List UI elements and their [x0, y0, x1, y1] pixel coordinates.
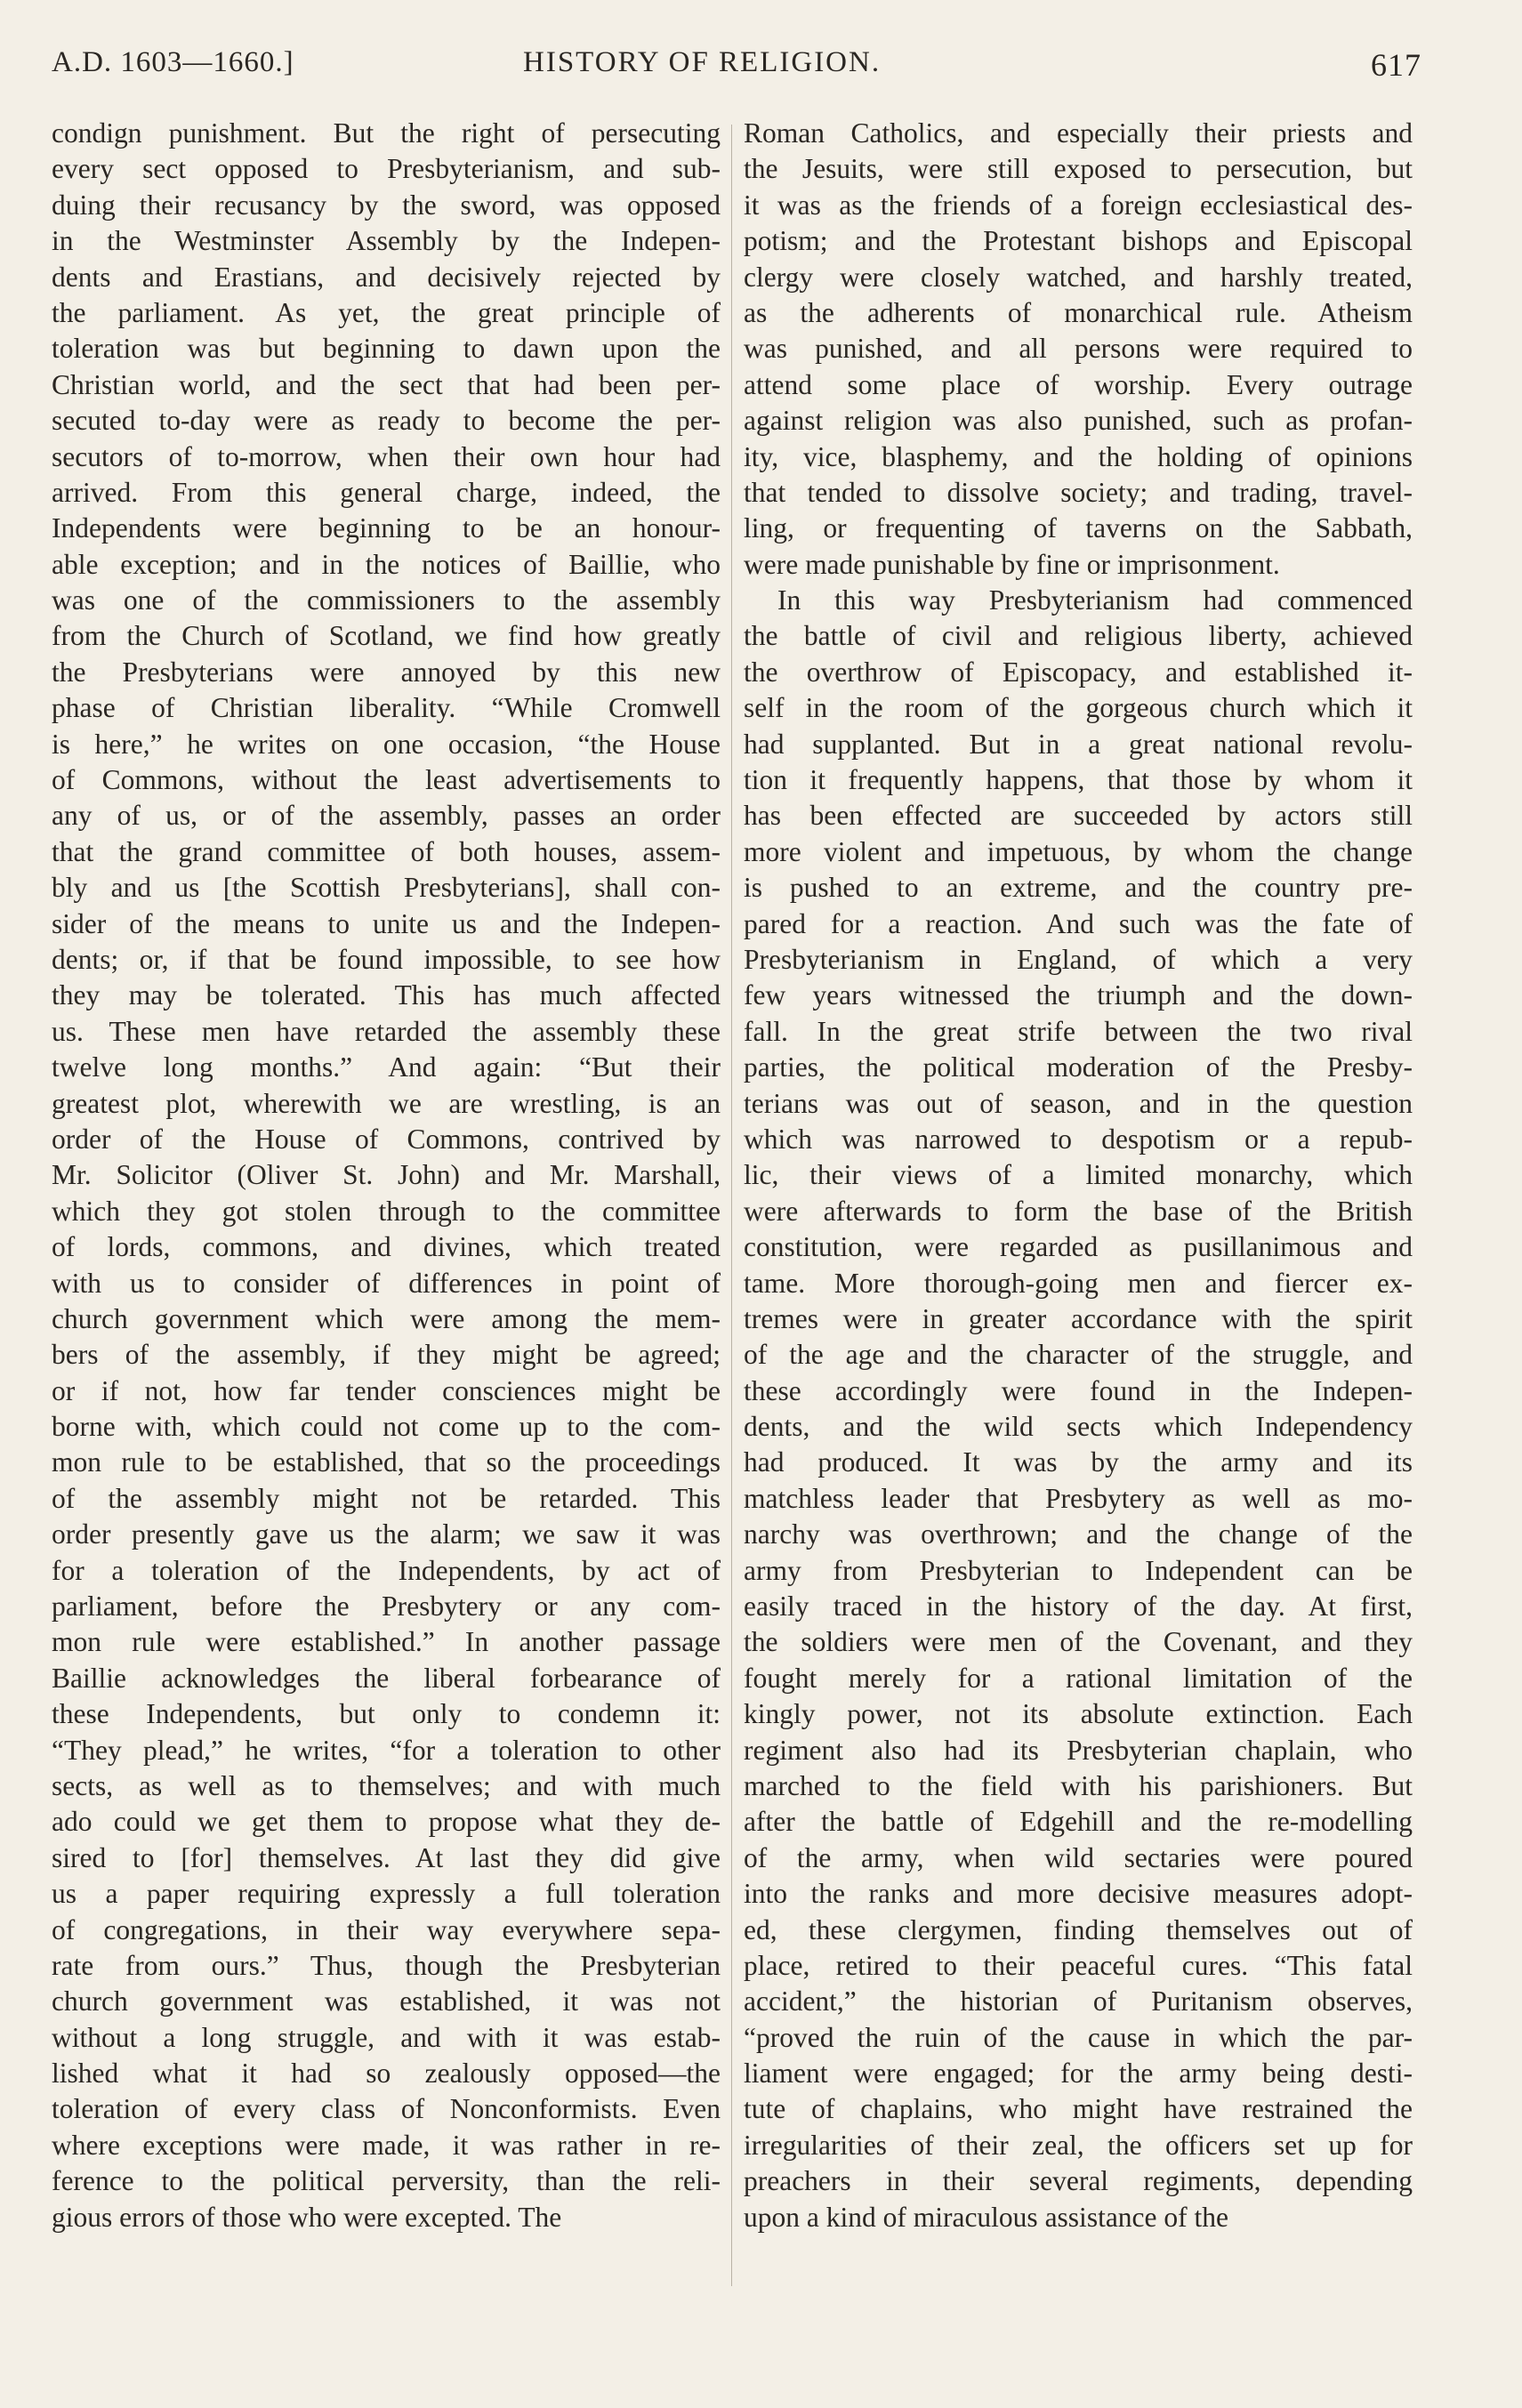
text-line: arrived. From this general charge, indeed, the: [52, 476, 721, 508]
text-line: fought merely for a rational limitation of the: [744, 1662, 1413, 1694]
text-line: the parliament. As yet, the great principle of: [52, 296, 721, 328]
text-line: as the adherents of monarchical rule. Atheism: [744, 296, 1413, 328]
text-line: attend some place of worship. Every outrage: [744, 368, 1413, 400]
text-line: army from Presbyterian to Independent can be: [744, 1554, 1413, 1586]
text-line: was punished, and all persons were required to: [744, 333, 1413, 365]
text-line: terians was out of season, and in the question: [744, 1087, 1413, 1119]
text-line: regiment also had its Presbyterian chaplain, who: [744, 1734, 1413, 1766]
text-line: order presently gave us the alarm; we saw it was: [52, 1518, 721, 1550]
text-line: were made punishable by fine or imprisonment.: [744, 548, 1280, 580]
text-line: Mr. Solicitor (Oliver St. John) and Mr. Marshall,: [52, 1159, 721, 1191]
text-line: few years witnessed the triumph and the down-: [744, 979, 1413, 1011]
text-line: that tended to dissolve society; and trading, travel-: [744, 476, 1413, 508]
text-line: toleration of every class of Nonconformists. Even: [52, 2093, 721, 2125]
text-line: dents and Erastians, and decisively rejected by: [52, 261, 721, 293]
text-line: parliament, before the Presbytery or any com-: [52, 1591, 721, 1623]
text-line: greatest plot, wherewith we are wrestling, is an: [52, 1087, 721, 1119]
text-line: able exception; and in the notices of Baillie, who: [52, 548, 721, 580]
text-line: ling, or frequenting of taverns on the Sabbath,: [744, 512, 1413, 544]
text-line: the battle of civil and religious liberty, achieved: [744, 620, 1413, 652]
text-line: duing their recusancy by the sword, was opposed: [52, 189, 721, 221]
text-line: kingly power, not its absolute extinction. Each: [744, 1698, 1413, 1730]
text-line: “They plead,” he writes, “for a toleration to other: [52, 1734, 721, 1766]
text-line: condign punishment. But the right of persecuting: [52, 117, 721, 149]
column-divider: [731, 125, 732, 2286]
text-line: of congregations, in their way everywhere sepa-: [52, 1913, 721, 1945]
text-line: secuted to-day were as ready to become the per-: [52, 405, 721, 437]
date-range-header: A.D. 1603—1660.]: [52, 46, 294, 78]
text-line: for a toleration of the Independents, by act of: [52, 1554, 721, 1586]
text-line: against religion was also punished, such as profan-: [744, 405, 1413, 437]
text-line: gious errors of those who were excepted. The: [52, 2201, 562, 2233]
running-title: HISTORY OF RELIGION.: [523, 46, 882, 78]
text-line: of the army, when wild sectaries were poured: [744, 1841, 1413, 1873]
text-line: us. These men have retarded the assembly these: [52, 1015, 721, 1047]
text-line: tremes were in greater accordance with the spirit: [744, 1302, 1413, 1334]
text-line: Independents were beginning to be an honour-: [52, 512, 721, 544]
text-line: lished what it had so zealously opposed—the: [52, 2058, 721, 2090]
text-line: where exceptions were made, it was rather in re-: [52, 2129, 721, 2161]
text-line: self in the room of the gorgeous church which it: [744, 692, 1413, 724]
text-line: in the Westminster Assembly by the Indepen-: [52, 225, 721, 257]
text-line: irregularities of their zeal, the officers set up for: [744, 2129, 1413, 2161]
text-line: church government which were among the mem-: [52, 1302, 721, 1334]
text-line: dents; or, if that be found impossible, to see how: [52, 943, 721, 975]
text-line: bers of the assembly, if they might be agreed;: [52, 1339, 721, 1371]
text-line: without a long struggle, and with it was estab-: [52, 2021, 721, 2053]
text-line: mon rule to be established, that so the proceedings: [52, 1446, 721, 1478]
text-line: order of the House of Commons, contrived by: [52, 1123, 721, 1155]
text-line: phase of Christian liberality. “While Cromwell: [52, 692, 721, 724]
text-line: parties, the political moderation of the Presby-: [744, 1051, 1413, 1083]
text-line: Roman Catholics, and especially their priests and: [744, 117, 1413, 149]
text-line: narchy was overthrown; and the change of the: [744, 1518, 1413, 1550]
text-line: borne with, which could not come up to the com-: [52, 1411, 721, 1443]
text-line: marched to the field with his parishioners. But: [744, 1769, 1413, 1801]
text-line: dents, and the wild sects which Independency: [744, 1411, 1413, 1443]
text-line: of Commons, without the least advertisements to: [52, 764, 721, 796]
text-line: tion it frequently happens, that those by whom it: [744, 764, 1413, 796]
text-line: from the Church of Scotland, we find how greatly: [52, 620, 721, 652]
page-header: [52, 46, 1421, 100]
text-line: potism; and the Protestant bishops and Episcopal: [744, 225, 1413, 257]
text-line: mon rule were established.” In another passage: [52, 1626, 721, 1658]
text-line: sired to [for] themselves. At last they did give: [52, 1841, 721, 1873]
text-line: is pushed to an extreme, and the country pre-: [744, 872, 1413, 904]
text-line: church government was established, it was not: [52, 1985, 721, 2017]
text-line: twelve long months.” And again: “But their: [52, 1051, 721, 1083]
text-line: bly and us [the Scottish Presbyterians], shall con-: [52, 872, 721, 904]
text-line: ed, these clergymen, finding themselves out of: [744, 1913, 1413, 1945]
text-line: rate from ours.” Thus, though the Presbyterian: [52, 1949, 721, 1981]
text-line: us a paper requiring expressly a full toleration: [52, 1878, 721, 1910]
text-line: matchless leader that Presbytery as well as mo-: [744, 1482, 1413, 1514]
text-line: is here,” he writes on one occasion, “the House: [52, 728, 721, 760]
text-line: fall. In the great strife between the two rival: [744, 1015, 1413, 1047]
text-line: accident,” the historian of Puritanism observes,: [744, 1985, 1413, 2017]
text-line: ity, vice, blasphemy, and the holding of opinions: [744, 440, 1413, 472]
text-line: these Independents, but only to condemn it:: [52, 1698, 721, 1730]
text-line: after the battle of Edgehill and the re-modelling: [744, 1806, 1413, 1838]
text-line: tute of chaplains, who might have restrained the: [744, 2093, 1413, 2125]
text-line: or if not, how far tender consciences might be: [52, 1374, 721, 1406]
text-line: has been effected are succeeded by actors still: [744, 800, 1413, 832]
text-line: lic, their views of a limited monarchy, which: [744, 1159, 1413, 1191]
text-line: the soldiers were men of the Covenant, and they: [744, 1626, 1413, 1658]
text-line: liament were engaged; for the army being desti-: [744, 2058, 1413, 2090]
text-line: were afterwards to form the base of the British: [744, 1195, 1413, 1227]
text-line: which they got stolen through to the committee: [52, 1195, 721, 1227]
right-text-column: [744, 116, 1413, 2313]
text-line: every sect opposed to Presbyterianism, and sub-: [52, 153, 721, 185]
text-line: pared for a reaction. And such was the fate of: [744, 907, 1413, 939]
text-line: of the assembly might not be retarded. This: [52, 1482, 721, 1514]
text-line: the Presbyterians were annoyed by this new: [52, 656, 721, 688]
text-line: that the grand committee of both houses, assem-: [52, 835, 721, 867]
page-number: 617: [1371, 47, 1421, 83]
text-line: sider of the means to unite us and the Indepen-: [52, 907, 721, 939]
text-line: upon a kind of miraculous assistance of the: [744, 2201, 1228, 2233]
text-line: of the age and the character of the struggle, and: [744, 1339, 1413, 1371]
text-line: the Jesuits, were still exposed to persecution, but: [744, 153, 1413, 185]
text-line: which was narrowed to despotism or a repub-: [744, 1123, 1413, 1155]
text-line: “proved the ruin of the cause in which the par-: [744, 2021, 1413, 2053]
text-line: had produced. It was by the army and its: [744, 1446, 1413, 1478]
text-line: place, retired to their peaceful cures. “This fatal: [744, 1949, 1413, 1981]
text-line: Presbyterianism in England, of which a very: [744, 943, 1413, 975]
text-line: easily traced in the history of the day. At first,: [744, 1591, 1413, 1623]
text-line: clergy were closely watched, and harshly treated,: [744, 261, 1413, 293]
text-line: any of us, or of the assembly, passes an order: [52, 800, 721, 832]
text-line: with us to consider of differences in point of: [52, 1267, 721, 1299]
text-line: toleration was but beginning to dawn upon the: [52, 333, 721, 365]
text-line: In this way Presbyterianism had commenced: [777, 584, 1413, 616]
text-line: preachers in their several regiments, depending: [744, 2165, 1413, 2197]
text-line: tame. More thorough-going men and fiercer ex-: [744, 1267, 1413, 1299]
text-line: ado could we get them to propose what they de-: [52, 1806, 721, 1838]
text-line: secutors of to-morrow, when their own hour had: [52, 440, 721, 472]
text-line: Baillie acknowledges the liberal forbearance of: [52, 1662, 721, 1694]
text-line: these accordingly were found in the Indepen-: [744, 1374, 1413, 1406]
text-line: sects, as well as to themselves; and with much: [52, 1769, 721, 1801]
text-line: the overthrow of Episcopacy, and established it-: [744, 656, 1413, 688]
left-text-column: [52, 116, 721, 2313]
text-line: it was as the friends of a foreign ecclesiastical des-: [744, 189, 1413, 221]
text-line: was one of the commissioners to the assembly: [52, 584, 721, 616]
text-line: constitution, were regarded as pusillanimous and: [744, 1231, 1413, 1263]
text-line: of lords, commons, and divines, which treated: [52, 1231, 721, 1263]
text-line: had supplanted. But in a great national revolu-: [744, 728, 1413, 760]
text-line: into the ranks and more decisive measures adopt-: [744, 1878, 1413, 1910]
text-line: Christian world, and the sect that had been per-: [52, 368, 721, 400]
text-line: ference to the political perversity, than the reli-: [52, 2165, 721, 2197]
text-line: they may be tolerated. This has much affected: [52, 979, 721, 1011]
text-line: more violent and impetuous, by whom the change: [744, 835, 1413, 867]
